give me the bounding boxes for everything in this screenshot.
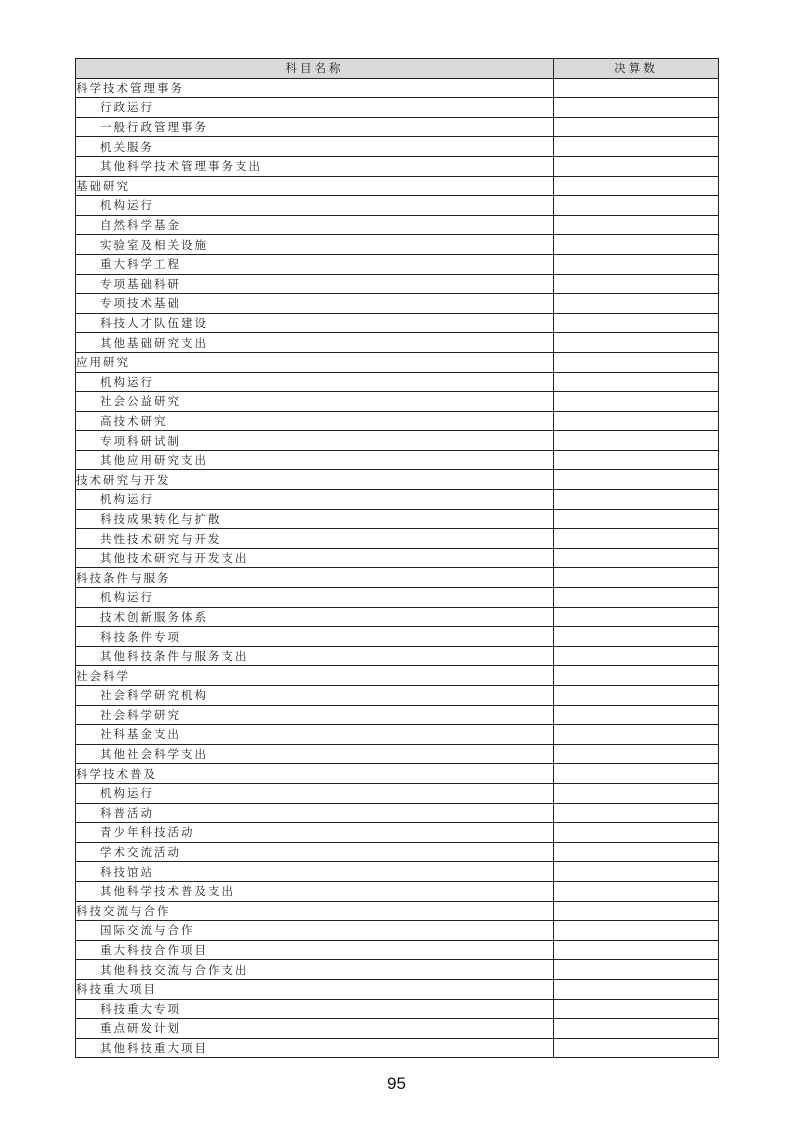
table-row <box>76 156 719 176</box>
final-amount-cell <box>554 176 719 196</box>
final-amount-cell <box>554 509 719 529</box>
subject-name-cell: 实验室及相关设施 <box>76 235 554 255</box>
column-header-subject-name: 科目名称 <box>76 59 554 79</box>
subject-name-cell: 基础研究 <box>76 176 554 196</box>
final-amount-cell <box>554 725 719 745</box>
table-row <box>76 196 719 216</box>
final-amount-cell <box>554 548 719 568</box>
final-amount-cell <box>554 352 719 372</box>
subject-name-cell: 应用研究 <box>76 352 554 372</box>
table-row <box>76 940 719 960</box>
budget-table <box>75 58 719 1058</box>
final-amount-cell <box>554 1019 719 1039</box>
subject-name-cell: 科技馆站 <box>76 862 554 882</box>
table-row <box>76 176 719 196</box>
subject-name-cell: 青少年科技活动 <box>76 823 554 843</box>
subject-name-cell: 社会科学 <box>76 666 554 686</box>
subject-name-cell: 科技条件与服务 <box>76 568 554 588</box>
final-amount-cell <box>554 156 719 176</box>
table-row <box>76 529 719 549</box>
subject-name-cell: 其他科学技术普及支出 <box>76 881 554 901</box>
final-amount-cell <box>554 1038 719 1058</box>
table-row <box>76 686 719 706</box>
table-row <box>76 352 719 372</box>
final-amount-cell <box>554 450 719 470</box>
final-amount-cell <box>554 431 719 451</box>
final-amount-cell <box>554 627 719 647</box>
table-row <box>76 235 719 255</box>
subject-name-cell: 其他科技条件与服务支出 <box>76 646 554 666</box>
table-row <box>76 881 719 901</box>
subject-name-cell: 其他社会科学支出 <box>76 744 554 764</box>
subject-name-cell: 专项科研试制 <box>76 431 554 451</box>
table-row <box>76 78 719 98</box>
table-row <box>76 764 719 784</box>
table-row <box>76 215 719 235</box>
final-amount-cell <box>554 137 719 157</box>
table-row <box>76 960 719 980</box>
final-amount-cell <box>554 999 719 1019</box>
subject-name-cell: 专项基础科研 <box>76 274 554 294</box>
table-row <box>76 999 719 1019</box>
table-body <box>76 78 719 1058</box>
table-row <box>76 392 719 412</box>
final-amount-cell <box>554 803 719 823</box>
table-row <box>76 862 719 882</box>
final-amount-cell <box>554 881 719 901</box>
page-number: 95 <box>387 1074 406 1093</box>
subject-name-cell: 机构运行 <box>76 783 554 803</box>
final-amount-cell <box>554 78 719 98</box>
table-row <box>76 117 719 137</box>
table-row <box>76 588 719 608</box>
table-row <box>76 744 719 764</box>
subject-name-cell: 一般行政管理事务 <box>76 117 554 137</box>
subject-name-cell: 其他科学技术管理事务支出 <box>76 156 554 176</box>
final-amount-cell <box>554 744 719 764</box>
table-row <box>76 313 719 333</box>
subject-name-cell: 重大科技合作项目 <box>76 940 554 960</box>
final-amount-cell <box>554 901 719 921</box>
subject-name-cell: 社会科学研究机构 <box>76 686 554 706</box>
final-amount-cell <box>554 490 719 510</box>
final-amount-cell <box>554 117 719 137</box>
subject-name-cell: 科普活动 <box>76 803 554 823</box>
table-row <box>76 823 719 843</box>
subject-name-cell: 科技成果转化与扩散 <box>76 509 554 529</box>
subject-name-cell: 专项技术基础 <box>76 294 554 314</box>
table-row <box>76 490 719 510</box>
subject-name-cell: 科学技术普及 <box>76 764 554 784</box>
subject-name-cell: 科技人才队伍建设 <box>76 313 554 333</box>
subject-name-cell: 机构运行 <box>76 196 554 216</box>
table-row <box>76 921 719 941</box>
final-amount-cell <box>554 196 719 216</box>
final-amount-cell <box>554 940 719 960</box>
final-amount-cell <box>554 842 719 862</box>
table-row <box>76 254 719 274</box>
table-row <box>76 842 719 862</box>
table-row <box>76 470 719 490</box>
final-amount-cell <box>554 274 719 294</box>
subject-name-cell: 重点研发计划 <box>76 1019 554 1039</box>
final-amount-cell <box>554 960 719 980</box>
table-row <box>76 450 719 470</box>
final-amount-cell <box>554 979 719 999</box>
table-row <box>76 725 719 745</box>
final-amount-cell <box>554 254 719 274</box>
table-row <box>76 98 719 118</box>
final-amount-cell <box>554 333 719 353</box>
subject-name-cell: 高技术研究 <box>76 411 554 431</box>
subject-name-cell: 共性技术研究与开发 <box>76 529 554 549</box>
table-row <box>76 979 719 999</box>
final-amount-cell <box>554 294 719 314</box>
subject-name-cell: 学术交流活动 <box>76 842 554 862</box>
table-row <box>76 509 719 529</box>
table-row <box>76 568 719 588</box>
table-header-row <box>76 59 719 79</box>
table-row <box>76 646 719 666</box>
table-row <box>76 705 719 725</box>
subject-name-cell: 科学技术管理事务 <box>76 78 554 98</box>
subject-name-cell: 科技交流与合作 <box>76 901 554 921</box>
subject-name-cell: 社会科学研究 <box>76 705 554 725</box>
subject-name-cell: 机构运行 <box>76 588 554 608</box>
subject-name-cell: 行政运行 <box>76 98 554 118</box>
table-row <box>76 666 719 686</box>
subject-name-cell: 技术研究与开发 <box>76 470 554 490</box>
final-amount-cell <box>554 372 719 392</box>
final-amount-cell <box>554 764 719 784</box>
final-amount-cell <box>554 411 719 431</box>
subject-name-cell: 其他科技交流与合作支出 <box>76 960 554 980</box>
final-amount-cell <box>554 823 719 843</box>
subject-name-cell: 技术创新服务体系 <box>76 607 554 627</box>
table-row <box>76 548 719 568</box>
subject-name-cell: 社会公益研究 <box>76 392 554 412</box>
final-amount-cell <box>554 529 719 549</box>
final-amount-cell <box>554 215 719 235</box>
subject-name-cell: 其他科技重大项目 <box>76 1038 554 1058</box>
final-amount-cell <box>554 862 719 882</box>
table-row <box>76 803 719 823</box>
table-row <box>76 333 719 353</box>
subject-name-cell: 科技重大项目 <box>76 979 554 999</box>
table-row <box>76 901 719 921</box>
column-header-final-amount: 决算数 <box>554 59 719 79</box>
final-amount-cell <box>554 666 719 686</box>
subject-name-cell: 其他应用研究支出 <box>76 450 554 470</box>
subject-name-cell: 科技条件专项 <box>76 627 554 647</box>
final-amount-cell <box>554 607 719 627</box>
final-amount-cell <box>554 313 719 333</box>
table-row <box>76 372 719 392</box>
final-amount-cell <box>554 588 719 608</box>
subject-name-cell: 机关服务 <box>76 137 554 157</box>
subject-name-cell: 重大科学工程 <box>76 254 554 274</box>
table-row <box>76 1038 719 1058</box>
subject-name-cell: 其他基础研究支出 <box>76 333 554 353</box>
table-row <box>76 1019 719 1039</box>
subject-name-cell: 科技重大专项 <box>76 999 554 1019</box>
final-amount-cell <box>554 921 719 941</box>
subject-name-cell: 机构运行 <box>76 490 554 510</box>
final-amount-cell <box>554 392 719 412</box>
final-amount-cell <box>554 98 719 118</box>
table-row <box>76 783 719 803</box>
table-row <box>76 627 719 647</box>
subject-name-cell: 自然科学基金 <box>76 215 554 235</box>
final-amount-cell <box>554 646 719 666</box>
final-amount-cell <box>554 470 719 490</box>
subject-name-cell: 社科基金支出 <box>76 725 554 745</box>
final-amount-cell <box>554 686 719 706</box>
table-row <box>76 411 719 431</box>
final-amount-cell <box>554 235 719 255</box>
table-row <box>76 294 719 314</box>
table-row <box>76 607 719 627</box>
subject-name-cell: 机构运行 <box>76 372 554 392</box>
table-row <box>76 274 719 294</box>
table-row <box>76 431 719 451</box>
final-amount-cell <box>554 705 719 725</box>
final-amount-cell <box>554 568 719 588</box>
subject-name-cell: 其他技术研究与开发支出 <box>76 548 554 568</box>
subject-name-cell: 国际交流与合作 <box>76 921 554 941</box>
table-row <box>76 137 719 157</box>
final-amount-cell <box>554 783 719 803</box>
